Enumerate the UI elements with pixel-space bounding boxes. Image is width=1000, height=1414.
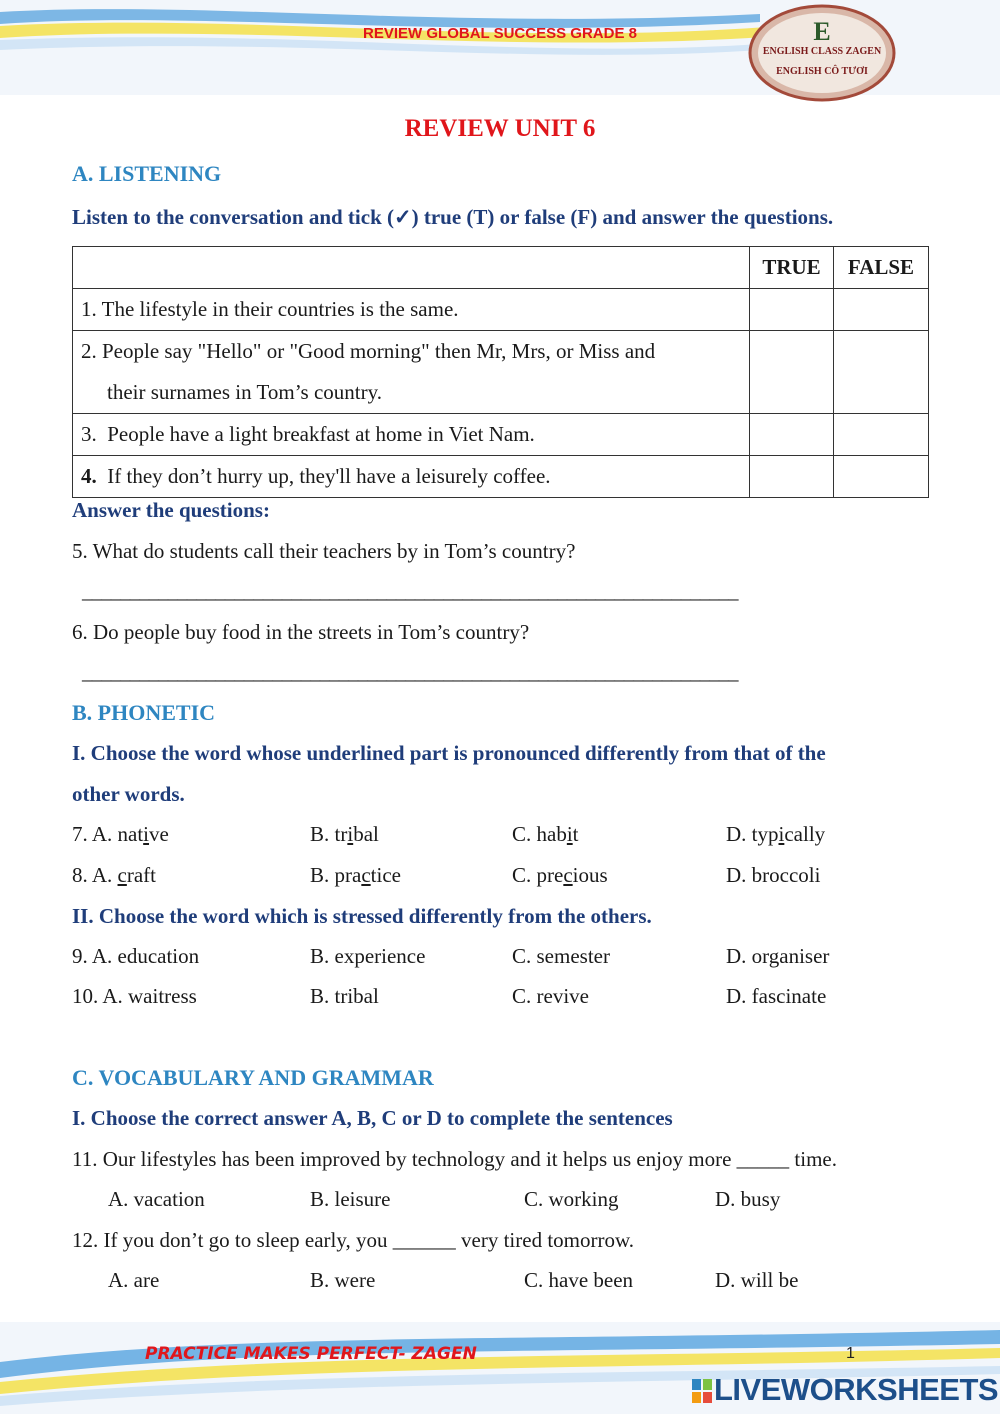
answer-questions-heading: Answer the questions: [72,498,270,522]
liveworksheets-brand[interactable]: LIVEWORKSHEETS [692,1372,998,1408]
question-11: 11. Our lifestyles has been improved by technology and it helps us enjoy more _____ time. [72,1147,837,1171]
section-listening-heading: A. LISTENING [72,161,222,186]
q12-option-b: B. were [310,1268,376,1292]
false-cell-2[interactable] [834,331,929,414]
statement-4: 4. If they don’t hurry up, they'll have a leisurely coffee. [73,456,750,498]
q8-option-a: 8. A. craft [72,863,156,887]
listening-instruction: Listen to the conversation and tick (✓) true (T) or false (F) and answer the questions. [72,205,834,229]
q7-option-d: D. typically [726,822,826,846]
q11-option-c: C. working [524,1187,619,1211]
q8-option-d: D. broccoli [726,863,821,887]
section-vocabulary-heading: C. VOCABULARY AND GRAMMAR [72,1065,434,1090]
q10-option-a: 10. A. waitress [72,984,197,1008]
logo-text-line2: ENGLISH CÔ TƯƠI [776,66,868,77]
table-row [73,331,929,414]
phonetic-instruction-2: II. Choose the word which is stressed differently from the others. [72,904,652,928]
q10-option-d: D. fascinate [726,984,827,1008]
q10-option-b: B. tribal [310,984,379,1008]
logo [748,4,896,102]
question-12: 12. If you don’t go to sleep early, you ______ very tired tomorrow. [72,1228,635,1252]
phonetic-instruction-1-line2: other words. [72,782,185,806]
q12-option-a: A. are [108,1268,160,1292]
page-title: REVIEW UNIT 6 [404,115,596,142]
true-cell-1[interactable] [750,289,834,331]
false-cell-3[interactable] [834,414,929,456]
table-row [73,414,929,456]
answer-line-5[interactable]: _____________________________________________________________________ [82,579,738,603]
q9-option-a: 9. A. education [72,944,200,968]
false-cell-4[interactable] [834,456,929,498]
table-header-false: FALSE [834,247,929,289]
true-cell-4[interactable] [750,456,834,498]
question-6: 6. Do people buy food in the streets in Tom’s country? [72,620,530,644]
footer-slogan: PRACTICE MAKES PERFECT- ZAGEN [145,1344,477,1364]
table-header-row [73,247,929,289]
q11-option-d: D. busy [715,1187,781,1211]
page-number: 1 [846,1345,855,1362]
q12-option-c: C. have been [524,1268,634,1292]
section-phonetic-heading: B. PHONETIC [72,700,216,725]
table-header-true: TRUE [750,247,834,289]
q11-option-a: A. vacation [108,1187,205,1211]
liveworksheets-icon [692,1375,712,1399]
true-cell-3[interactable] [750,414,834,456]
q9-option-d: D. organiser [726,944,830,968]
q9-option-b: B. experience [310,944,426,968]
table-header-statement [73,247,750,289]
statement-2: 2. People say "Hello" or "Good morning" then Mr, Mrs, or Miss and their surnames in Tom’s country. [73,331,750,414]
table-row [73,456,929,498]
q7-option-b: B. tribal [310,822,379,846]
vocabulary-instruction: I. Choose the correct answer A, B, C or D to complete the sentences [72,1106,673,1130]
q12-option-d: D. will be [715,1268,799,1292]
true-cell-2[interactable] [750,331,834,414]
q8-option-b: B. practice [310,863,401,887]
header-title: REVIEW GLOBAL SUCCESS GRADE 8 [363,25,637,42]
true-false-table [72,246,929,498]
q7-option-c: C. habit [512,822,579,846]
false-cell-1[interactable] [834,289,929,331]
q8-option-c: C. precious [512,863,608,887]
statement-3: 3. People have a light breakfast at home in Viet Nam. [73,414,750,456]
svg-text:E: E [813,17,831,46]
table-row [73,289,929,331]
answer-line-6[interactable]: _____________________________________________________________________ [82,660,738,684]
statement-1: 1. The lifestyle in their countries is the same. [73,289,750,331]
question-5: 5. What do students call their teachers by in Tom’s country? [72,539,576,563]
q7-option-a: 7. A. native [72,822,169,846]
q10-option-c: C. revive [512,984,589,1008]
phonetic-instruction-1-line1: I. Choose the word whose underlined part is pronounced differently from that of the [72,741,826,765]
logo-text-line1: ENGLISH CLASS ZAGEN [762,46,882,57]
q11-option-b: B. leisure [310,1187,391,1211]
q9-option-c: C. semester [512,944,610,968]
